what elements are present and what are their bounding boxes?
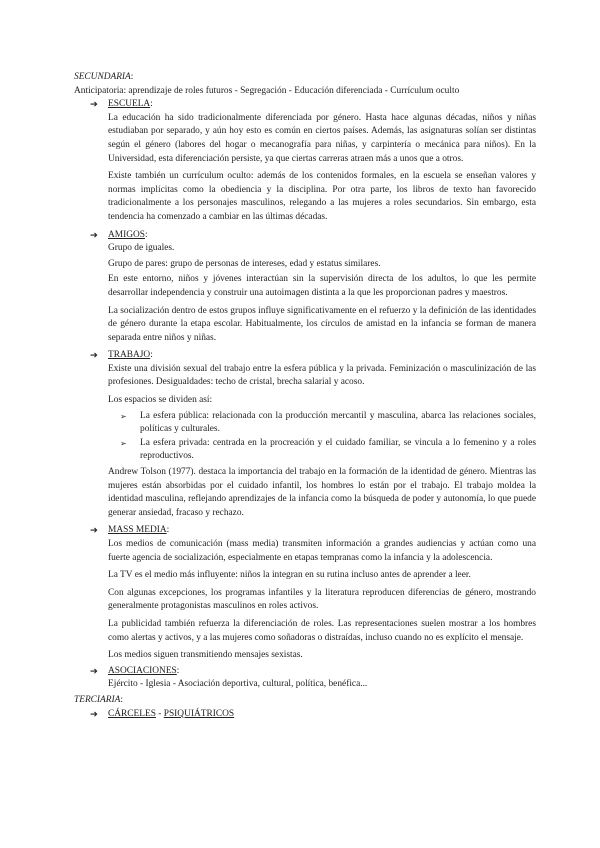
paragraph: Existe una división sexual del trabajo entre la esfera pública y la privada. Feminización o masculinización de las profesiones. Desigualdades: techo de cristal, brecha salarial y acoso. xyxy=(108,363,536,388)
arrow-right-icon: ➔ xyxy=(90,525,98,537)
paragraph: En este entorno, niños y jóvenes interactúan sin la supervisión directa de los adultos, lo que les permite desarrollar independencia y construir una autoimagen distinta a la que les proporcionan padres y maestros. xyxy=(108,274,536,298)
section-asociaciones xyxy=(74,665,536,692)
section-mass-media xyxy=(74,524,536,662)
heading-amigos: AMIGOS xyxy=(108,229,145,240)
section-trabajo xyxy=(74,349,536,520)
heading-separator: - xyxy=(155,708,164,719)
heading-carceles: CÁRCELES xyxy=(108,708,156,719)
section-heading-amigos xyxy=(90,229,536,243)
section-heading-mass-media xyxy=(90,524,536,538)
level-description-secundaria: Anticipatoria: aprendizaje de roles futuros - Segregación - Educación diferenciada - Currículum oculto xyxy=(74,85,460,96)
paragraph: La educación ha sido tradicionalmente diferenciada por género. Hasta hace algunas décadas, niños y niñas estudiaban por separado, y aún hoy esto es común en ciertos países. Además, las asignaturas solían ser distintas según el género (labores del hogar o mecanografía para niñas, y carpintería o mecánica para niños). En la Universidad, esta diferenciación persiste, ya que ciertas carreras atraen más a unos que a otros. xyxy=(108,112,536,164)
paragraph: Los medios siguen transmitiendo mensajes sexistas. xyxy=(108,650,303,661)
level-title-secundaria: SECUNDARIA xyxy=(74,72,131,82)
section-heading-asociaciones xyxy=(90,665,536,679)
list-item xyxy=(108,437,536,464)
heading-colon: : xyxy=(166,525,170,536)
paragraph: Andrew Tolson (1977). destaca la importancia del trabajo en la formación de la identidad de género. Mientras las mujeres están absorbidas por el cuidado infantil, los hombres lo están por el trabajo. El trabajo moldea la identidad masculina, reflejando aprendizajes de la infancia como la búsqueda de poder y autonomía, lo que puede generar ansiedad, fracaso y rechazo. xyxy=(108,467,536,518)
document-body xyxy=(74,71,536,721)
level-terciaria xyxy=(74,694,536,708)
arrow-right-icon: ➔ xyxy=(90,229,98,241)
heading-mass-media: MASS MEDIA xyxy=(108,525,167,536)
level-title-colon: : xyxy=(130,72,134,82)
section-carceles xyxy=(74,708,536,722)
list-item xyxy=(108,410,536,437)
paragraph: La publicidad también refuerza la diferenciación de roles. Las representaciones suelen mostrar a los hombres como alertas y activos, y a las mujeres como soñadoras o distraídas, incluso cuando no es explícito el mensaje. xyxy=(108,618,536,643)
level-title-colon: : xyxy=(120,694,123,705)
bullet-arrow-icon: ➢ xyxy=(120,438,127,448)
list-item-text: La esfera privada: centrada en la procreación y el cuidado familiar, se vincula a lo femenino y a roles reproductivos. xyxy=(140,437,536,462)
section-heading-escuela xyxy=(90,98,536,112)
paragraph: Existe también un currículum oculto: además de los contenidos formales, en la escuela se enseñan valores y normas implícitas como la obediencia y la disciplina. Por otra parte, los libros de texto han favorecido tradicionalmente a los personajes masculinos, relegando a las mujeres a roles secundarios. Sin embargo, esta tendencia ha comenzado a cambiar en las últimas décadas. xyxy=(108,171,536,222)
arrow-right-icon: ➔ xyxy=(90,350,98,362)
bullet-arrow-icon: ➢ xyxy=(120,411,127,421)
list-item-text: La esfera pública: relacionada con la producción mercantil y masculina, abarca las relaciones sociales, políticas y culturales. xyxy=(140,410,536,435)
heading-colon: : xyxy=(150,99,153,110)
paragraph: Los medios de comunicación (mass media) transmiten información a grandes audiencias y actúan como una fuerte agencia de socialización, especialmente en etapas tempranas como la infancia y la adolescencia. xyxy=(108,539,536,563)
heading-trabajo: TRABAJO xyxy=(108,350,151,361)
paragraph: Ejército - Iglesia - Asociación deportiva, cultural, política, benéfica... xyxy=(108,679,368,690)
arrow-right-icon: ➔ xyxy=(90,708,98,720)
paragraph: La socialización dentro de estos grupos influye significativamente en el refuerzo y la definición de las identidades de género durante la etapa escolar. Habitualmente, los círculos de amistad en la infancia se forman de manera separada entre niños y niñas. xyxy=(108,305,536,343)
paragraph: La TV es el medio más influyente: niños la integran en su rutina incluso antes de aprender a leer. xyxy=(108,570,471,581)
heading-asociaciones: ASOCIACIONES xyxy=(108,665,177,676)
heading-colon: : xyxy=(150,350,153,361)
arrow-right-icon: ➔ xyxy=(90,665,98,677)
paragraph: Grupo de pares: grupo de personas de intereses, edad y estatus similares. xyxy=(108,258,381,269)
paragraph: Grupo de iguales. xyxy=(108,243,175,254)
list-intro: Los espacios se dividen así: xyxy=(108,395,213,406)
section-heading-trabajo xyxy=(90,349,536,363)
section-heading-carceles xyxy=(90,708,536,722)
paragraph: Con algunas excepciones, los programas infantiles y la literatura reproducen diferencias de género, mostrando generalmente protagonistas masculinos en roles activos. xyxy=(108,587,536,612)
arrow-right-icon: ➔ xyxy=(90,99,98,111)
heading-colon: : xyxy=(144,229,148,240)
level-title-terciaria: TERCIARIA xyxy=(74,694,121,705)
heading-colon: : xyxy=(176,665,180,676)
section-escuela xyxy=(74,98,536,224)
section-amigos xyxy=(74,229,536,346)
level-secundaria xyxy=(74,71,536,85)
heading-psiquiatricos: PSIQUIÁTRICOS xyxy=(163,708,235,719)
bullet-list xyxy=(108,410,536,464)
heading-escuela: ESCUELA xyxy=(108,99,151,110)
